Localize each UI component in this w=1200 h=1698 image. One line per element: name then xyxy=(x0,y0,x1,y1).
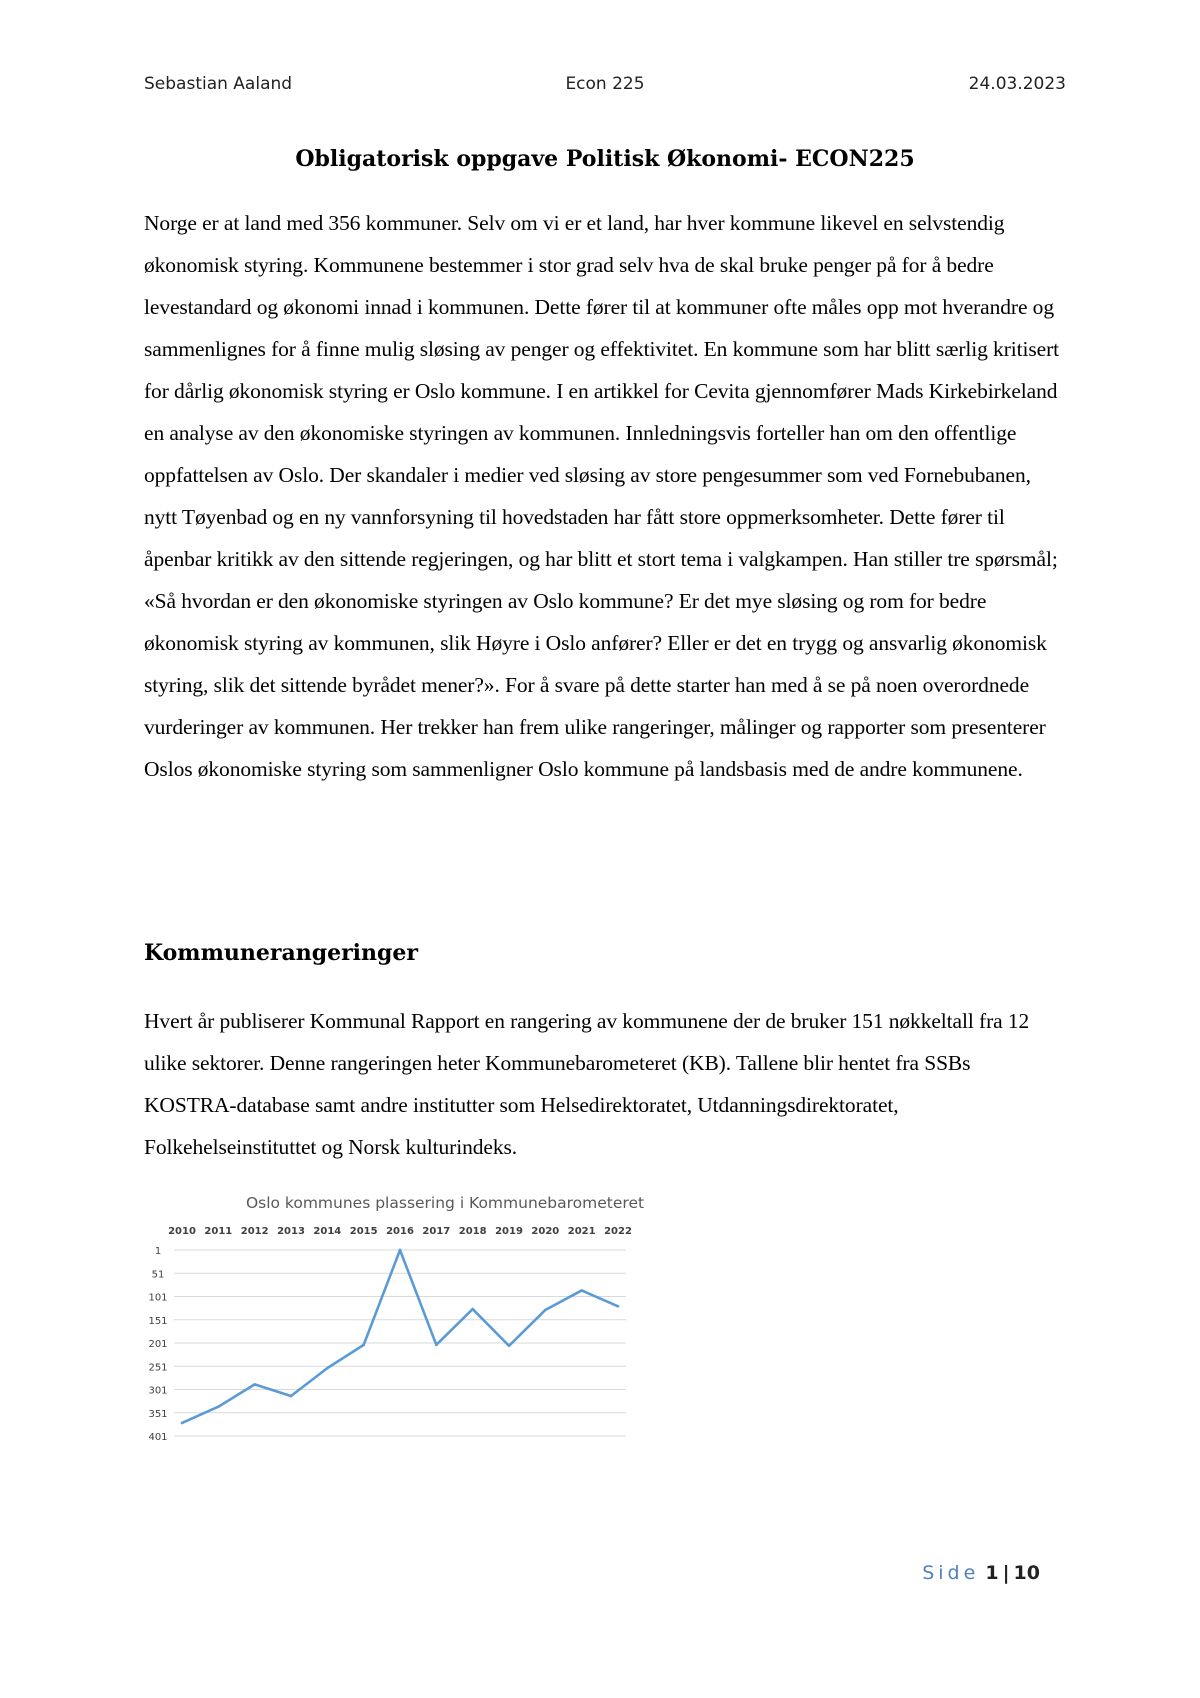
chart-y-tick-label: 301 xyxy=(148,1385,168,1397)
footer-page-number: 1 xyxy=(985,1562,999,1584)
chart-x-tick-label: 2018 xyxy=(458,1226,487,1237)
chart-data-point xyxy=(253,1383,256,1386)
header-course: Econ 225 xyxy=(565,74,645,94)
ranking-chart xyxy=(140,1188,680,1473)
chart-data-point xyxy=(217,1405,220,1408)
chart-series-line xyxy=(182,1250,618,1423)
footer-separator: | xyxy=(1002,1562,1010,1584)
chart-data-point xyxy=(399,1249,402,1252)
header-author: Sebastian Aaland xyxy=(144,74,293,94)
chart-x-tick-label: 2022 xyxy=(604,1226,632,1237)
kommunebarometer-paragraph: Hvert år publiserer Kommunal Rapport en rangering av kommunene der de bruker 151 nøkkeltall fra 12 ulike sektorer. Denne rangeringen heter Kommunebarometeret (KB). Tallene blir hentet fra SSBs KOSTRA-database samt andre institutter som Helsedirektoratet, Utdanningsdirektoratet, Folkehelseinstituttet og Norsk kulturindeks. xyxy=(144,1009,1030,1159)
chart-gridlines xyxy=(174,1250,626,1436)
chart-data-point xyxy=(508,1344,511,1347)
chart-x-tick-label: 2016 xyxy=(386,1226,414,1237)
chart-x-tick-label: 2012 xyxy=(240,1226,269,1237)
chart-x-tick-label: 2010 xyxy=(168,1226,196,1237)
chart-x-tick-label: 2015 xyxy=(349,1226,378,1237)
chart-data-point xyxy=(471,1308,474,1311)
chart-x-tick-label: 2013 xyxy=(277,1226,305,1237)
chart-y-tick-label: 401 xyxy=(148,1432,168,1443)
chart-data-point xyxy=(181,1422,184,1425)
chart-y-tick-label: 251 xyxy=(148,1362,168,1374)
chart-data-point xyxy=(435,1344,438,1347)
chart-y-tick-label: 351 xyxy=(148,1408,168,1420)
chart-data-point xyxy=(544,1309,547,1312)
header-date: 24.03.2023 xyxy=(968,74,1066,94)
page-footer xyxy=(922,1562,1040,1584)
chart-x-tick-label: 2020 xyxy=(531,1226,560,1237)
chart-y-tick-label: 151 xyxy=(148,1315,168,1327)
chart-x-tick-labels xyxy=(168,1226,632,1237)
chart-data-point xyxy=(290,1395,293,1398)
chart-x-tick-label: 2019 xyxy=(495,1226,523,1237)
chart-y-tick-label: 1 xyxy=(154,1246,162,1257)
section-heading: Kommunerangeringer xyxy=(144,940,418,966)
chart-x-tick-label: 2021 xyxy=(567,1226,596,1237)
footer-page-label: Side xyxy=(922,1562,980,1584)
intro-paragraph: Norge er at land med 356 kommuner. Selv om vi er et land, har hver kommune likevel en selvstendig økonomisk styring. Kommunene bestemmer i stor grad selv hva de skal bruke penger på for å bedre levestandard og økonomi innad i kommunen. Dette fører til at kommuner ofte måles opp mot hverandre og sammenlignes for å finne mulig sløsing av penger og effektivitet. En kommune som har blitt særlig kritisert for dårlig økonomisk styring er Oslo kommune. I en artikkel for Cevita gjennomfører Mads Kirkebirkeland en analyse av den økonomiske styringen av kommunen. Innledningsvis forteller han om den offentlige oppfattelsen av Oslo. Der skandaler i medier ved sløsing av store pengesummer som ved Fornebubanen, nytt Tøyenbad og en ny vannforsyning til hovedstaden har fått store oppmerksomheter. Dette fører til åpenbar kritikk av den sittende regjeringen, og har blitt et stort tema i valgkampen. Han stiller tre spørsmål; «Så hvordan er den økonomiske styringen av Oslo kommune? Er det mye sløsing og rom for bedre økonomisk styring av kommunen, slik Høyre i Oslo anfører? Eller er det en trygg og ansvarlig økonomisk styring, slik det sittende byrådet mener?». For å svare på dette starter han med å se på noen overordnede vurderinger av kommunen. Her trekker han frem ulike rangeringer, målinger og rapporter som presenterer Oslos økonomiske styring som sammenligner Oslo kommune på landsbasis med de andre kommunene. xyxy=(144,211,1060,781)
chart-x-tick-label: 2014 xyxy=(313,1226,342,1237)
chart-y-tick-labels xyxy=(148,1246,167,1443)
chart-data-point xyxy=(617,1305,620,1308)
chart-title: Oslo kommunes plassering i Kommunebarometeret xyxy=(245,1194,645,1212)
chart-y-tick-label: 201 xyxy=(148,1339,168,1350)
chart-x-tick-label: 2011 xyxy=(204,1226,233,1237)
chart-y-tick-label: 101 xyxy=(148,1292,168,1304)
page-header xyxy=(144,74,1066,98)
chart-data-point xyxy=(326,1367,329,1370)
chart-data-point xyxy=(362,1344,365,1347)
chart-y-tick-label: 51 xyxy=(151,1269,165,1281)
chart-data-points xyxy=(181,1249,620,1425)
chart-data-point xyxy=(580,1289,583,1292)
footer-page-total: 10 xyxy=(1013,1562,1040,1584)
chart-x-tick-label: 2017 xyxy=(422,1226,451,1237)
document-title: Obligatorisk oppgave Politisk Økonomi- ECON225 xyxy=(295,146,915,172)
